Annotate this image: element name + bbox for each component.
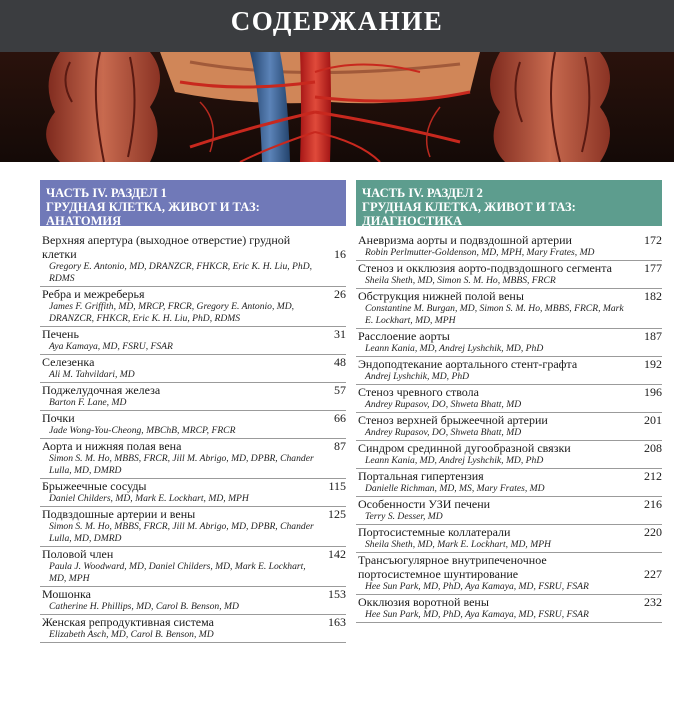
toc-entry-title: Трансъюгулярное внутрипеченочное портосистемное шунтирование: [358, 553, 547, 581]
toc-entry-authors: Hee Sun Park, MD, PhD, Aya Kamaya, MD, FSRU, FSAR: [365, 581, 589, 592]
toc-entry-authors: Andrej Lyshchik, MD, PhD: [365, 371, 470, 382]
toc-entry[interactable]: [40, 507, 346, 547]
toc-entry[interactable]: [356, 497, 662, 525]
toc-entry[interactable]: [40, 411, 346, 439]
toc-entry-page: 201: [644, 413, 662, 427]
toc-entry-title: Обструкция нижней полой вены: [358, 289, 524, 303]
section-1-topic: АНАТОМИЯ: [46, 214, 122, 228]
anatomy-illustration-graphic: [0, 52, 674, 162]
toc-entry-title: Селезенка: [42, 355, 95, 369]
toc-entry-page: 232: [644, 595, 662, 609]
toc-entry-authors: Leann Kania, MD, Andrej Lyshchik, MD, PhD: [365, 455, 544, 466]
toc-entry-title: Портальная гипертензия: [358, 469, 484, 483]
toc-entry-title: Брыжеечные сосуды: [42, 479, 147, 493]
toc-entry[interactable]: [40, 287, 346, 327]
toc-entry-authors: Paula J. Woodward, MD, Daniel Childers, MD, Mark E. Lockhart, MD, MPH: [49, 561, 306, 584]
toc-entry-page: 115: [328, 479, 346, 493]
toc-entry[interactable]: [40, 587, 346, 615]
toc-entry-authors: Andrey Rupasov, DO, Shweta Bhatt, MD: [365, 399, 522, 410]
toc-entry-page: 208: [644, 441, 662, 455]
toc-entry[interactable]: [40, 547, 346, 587]
toc-entry-authors: Jade Wong-You-Cheong, MBChB, MRCP, FRCR: [49, 425, 236, 436]
toc-entry-title: Мошонка: [42, 587, 92, 601]
toc-entry-page: 177: [644, 261, 662, 275]
toc-entry-page: 163: [328, 615, 346, 629]
toc-entry-authors: Constantine M. Burgan, MD, Simon S. M. Ho, MBBS, FRCR, Mark E. Lockhart, MD, MPH: [365, 303, 624, 326]
toc-entry-authors: Andrey Rupasov, DO, Shweta Bhatt, MD: [365, 427, 522, 438]
toc-entry[interactable]: [40, 233, 346, 287]
toc-entry-title: Особенности УЗИ печени: [358, 497, 491, 511]
toc-entry-authors: Terry S. Desser, MD: [365, 511, 443, 522]
toc-entry[interactable]: [356, 357, 662, 385]
toc-entry-authors: Barton F. Lane, MD: [49, 397, 127, 408]
toc-entry-title: Ребра и межреберья: [42, 287, 145, 301]
toc-entry[interactable]: [40, 327, 346, 355]
toc-entry[interactable]: [40, 355, 346, 383]
toc-entry[interactable]: [356, 289, 662, 329]
section-1-column: [40, 180, 346, 643]
toc-entry[interactable]: [40, 383, 346, 411]
toc-entry-authors: James F. Griffith, MD, MRCP, FRCR, Gregory E. Antonio, MD, DRANZCR, FHKCR, Eric K. H. Liu, PhD, RDMS: [49, 301, 295, 324]
toc-entry-authors: Hee Sun Park, MD, PhD, Aya Kamaya, MD, FSRU, FSAR: [365, 609, 589, 620]
section-2-part: ЧАСТЬ IV. РАЗДЕЛ 2: [362, 186, 483, 200]
toc-entry-title: Женская репродуктивная система: [42, 615, 214, 629]
toc-entry-title: Половой член: [42, 547, 114, 561]
toc-entry-page: 172: [644, 233, 662, 247]
toc-entry-authors: Gregory E. Antonio, MD, DRANZCR, FHKCR, Eric K. H. Liu, PhD, RDMS: [49, 261, 313, 284]
toc-entry-page: 187: [644, 329, 662, 343]
toc-entry-authors: Simon S. M. Ho, MBBS, FRCR, Jill M. Abrigo, MD, DPBR, Chander Lulla, MD, DMRD: [49, 453, 314, 476]
toc-entry[interactable]: [356, 525, 662, 553]
toc-entry-authors: Daniel Childers, MD, Mark E. Lockhart, MD, MPH: [49, 493, 249, 504]
toc-entry[interactable]: [356, 469, 662, 497]
toc-entry[interactable]: [356, 233, 662, 261]
toc-entry-authors: Sheila Sheth, MD, Simon S. M. Ho, MBBS, FRCR: [365, 275, 556, 286]
section-2-heading: [356, 180, 662, 226]
toc-entry-title: Печень: [42, 327, 79, 341]
toc-entry-title: Стеноз верхней брыжеечной артерии: [358, 413, 548, 427]
toc-entry-title: Почки: [42, 411, 75, 425]
toc-entry-page: 66: [334, 411, 346, 425]
toc-entry[interactable]: [40, 615, 346, 643]
toc-entry-page: 196: [644, 385, 662, 399]
toc-entry-page: 57: [334, 383, 346, 397]
toc-entry-authors: Sheila Sheth, MD, Mark E. Lockhart, MD, MPH: [365, 539, 551, 550]
toc-entry-authors: Danielle Richman, MD, MS, Mary Frates, MD: [365, 483, 545, 494]
page-title: СОДЕРЖАНИЕ: [230, 6, 444, 36]
toc-entry-authors: Simon S. M. Ho, MBBS, FRCR, Jill M. Abrigo, MD, DPBR, Chander Lulla, MD, DMRD: [49, 521, 314, 544]
toc-entry-authors: Aya Kamaya, MD, FSRU, FSAR: [49, 341, 173, 352]
toc-entry-page: 142: [328, 547, 346, 561]
toc-entry-title: Аневризма аорты и подвздошной артерии: [358, 233, 572, 247]
toc-entry-page: 227: [644, 567, 662, 581]
toc-entry[interactable]: [356, 553, 662, 595]
toc-entry-authors: Leann Kania, MD, Andrej Lyshchik, MD, PhD: [365, 343, 544, 354]
toc-entry[interactable]: [356, 595, 662, 623]
toc-entry-page: 31: [334, 327, 346, 341]
header-banner: [0, 0, 674, 52]
toc-entry-title: Расслоение аорты: [358, 329, 450, 343]
toc-entry[interactable]: [40, 439, 346, 479]
toc-entry[interactable]: [40, 479, 346, 507]
toc-entry-title: Верхняя апертура (выходное отверстие) грудной клетки: [42, 233, 291, 261]
toc-entry-page: 192: [644, 357, 662, 371]
section-2-entries: [356, 233, 662, 623]
toc-entry-page: 26: [334, 287, 346, 301]
toc-entry-page: 16: [334, 247, 346, 261]
section-1-heading: [40, 180, 346, 226]
toc-entry[interactable]: [356, 441, 662, 469]
toc-entry-title: Эндоподтекание аортального стент-графта: [358, 357, 578, 371]
section-2-subject: ГРУДНАЯ КЛЕТКА, ЖИВОТ И ТАЗ:: [362, 200, 576, 214]
toc-entry-authors: Ali M. Tahvildari, MD: [49, 369, 135, 380]
section-2-topic: ДИАГНОСТИКА: [362, 214, 463, 228]
toc-entry-page: 216: [644, 497, 662, 511]
section-2-column: [356, 180, 662, 623]
toc-entry-page: 220: [644, 525, 662, 539]
toc-entry-page: 212: [644, 469, 662, 483]
toc-entry[interactable]: [356, 261, 662, 289]
toc-entry-page: 87: [334, 439, 346, 453]
section-1-entries: [40, 233, 346, 643]
toc-entry-title: Аорта и нижняя полая вена: [42, 439, 182, 453]
toc-entry-title: Портосистемные коллатерали: [358, 525, 511, 539]
toc-entry[interactable]: [356, 329, 662, 357]
section-1-subject: ГРУДНАЯ КЛЕТКА, ЖИВОТ И ТАЗ:: [46, 200, 260, 214]
toc-entry-page: 125: [328, 507, 346, 521]
toc-entry-page: 153: [328, 587, 346, 601]
toc-entry[interactable]: [356, 413, 662, 441]
toc-entry-title: Стеноз чревного ствола: [358, 385, 479, 399]
toc-entry-authors: Catherine H. Phillips, MD, Carol B. Benson, MD: [49, 601, 239, 612]
anatomy-illustration: [0, 52, 674, 162]
toc-entry-title: Стеноз и окклюзия аорто-подвздошного сегмента: [358, 261, 612, 275]
toc-entry-authors: Robin Perlmutter-Goldenson, MD, MPH, Mary Frates, MD: [365, 247, 595, 258]
toc-entry-title: Синдром срединной дугообразной связки: [358, 441, 571, 455]
toc-entry-page: 182: [644, 289, 662, 303]
toc-entry[interactable]: [356, 385, 662, 413]
toc-entry-title: Поджелудочная железа: [42, 383, 161, 397]
toc-entry-title: Окклюзия воротной вены: [358, 595, 489, 609]
toc-entry-authors: Elizabeth Asch, MD, Carol B. Benson, MD: [49, 629, 214, 640]
toc-entry-title: Подвздошные артерии и вены: [42, 507, 196, 521]
section-1-part: ЧАСТЬ IV. РАЗДЕЛ 1: [46, 186, 167, 200]
toc-entry-page: 48: [334, 355, 346, 369]
